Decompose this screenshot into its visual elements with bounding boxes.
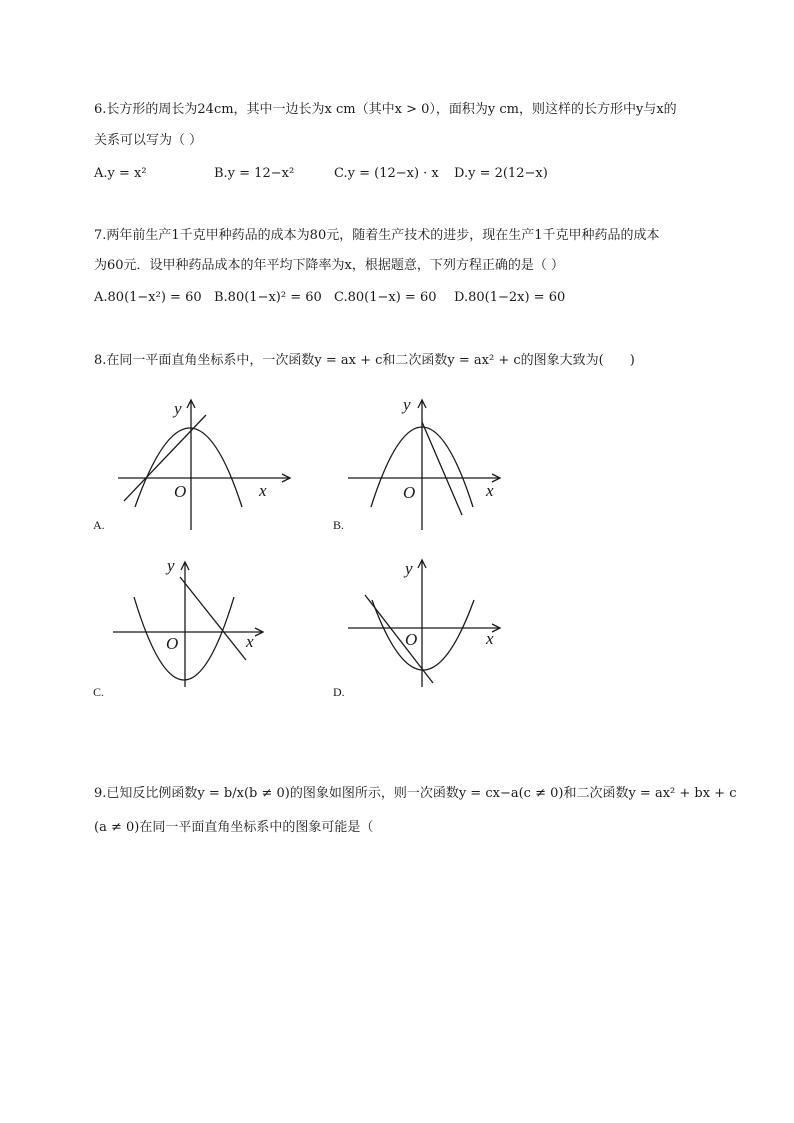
graph-c-label: C. — [93, 685, 105, 699]
graph-b-line — [422, 422, 462, 515]
graph-a-origin-label: O — [174, 482, 187, 501]
graph-d-origin-label: O — [405, 630, 418, 649]
q7-stem-line1: 7.两年前生产1千克甲种药品的成本为80元，随着生产技术的进步，现在生产1千克甲种药品的成本 — [94, 228, 660, 243]
q6-option-a: A.y = x² — [94, 166, 147, 181]
graph-d-x-label: x — [486, 629, 494, 648]
q7-option-d: D.80(1−2x) = 60 — [454, 290, 566, 305]
graph-c-line — [180, 577, 246, 660]
graph-a — [110, 395, 290, 535]
graph-d — [345, 555, 505, 695]
q6-option-d: D.y = 2(12−x) — [454, 166, 548, 181]
q6-option-b: B.y = 12−x² — [214, 166, 295, 181]
graph-d-label: D. — [333, 685, 345, 699]
graph-a-parabola — [135, 428, 242, 507]
q7-option-b: B.80(1−x)² = 60 — [214, 290, 322, 305]
graph-c-origin-label: O — [166, 634, 179, 653]
q6-stem-line1: 6.长方形的周长为24cm，其中一边长为x cm（其中x > 0），面积为y cm，则这样的长方形中y与x的 — [94, 102, 677, 117]
graph-b-origin-label: O — [403, 483, 416, 502]
q7-option-c: C.80(1−x) = 60 — [334, 290, 437, 305]
graph-c — [110, 555, 270, 695]
graph-b-x-label: x — [486, 481, 494, 500]
q9-stem-line2: (a ≠ 0)在同一平面直角坐标系中的图象可能是（ — [94, 820, 374, 835]
graph-a-line — [124, 415, 206, 501]
q7-stem-line2: 为60元．设甲种药品成本的年平均下降率为x，根据题意，下列方程正确的是（ ） — [94, 258, 565, 273]
graph-c-parabola — [134, 597, 234, 680]
graph-c-x-label: x — [246, 632, 254, 651]
q6-option-c: C.y = (12−x) · x — [334, 166, 439, 181]
graph-a-x-label: x — [259, 481, 267, 500]
graph-c-y-label: y — [167, 556, 175, 575]
graph-a-label: A. — [93, 518, 105, 532]
q8-stem: 8.在同一平面直角坐标系中，一次函数y = ax + c和二次函数y = ax² + c的图象大致为( ) — [94, 353, 635, 368]
graph-b — [345, 395, 505, 535]
graph-a-y-label: y — [174, 399, 182, 418]
q6-stem-line2: 关系可以写为（ ） — [94, 133, 203, 148]
graph-b-y-label: y — [403, 395, 411, 414]
graph-d-line — [365, 595, 433, 683]
graph-d-y-label: y — [405, 559, 413, 578]
graph-b-label: B. — [333, 518, 345, 532]
graph-d-parabola — [372, 600, 474, 670]
q7-option-a: A.80(1−x²) = 60 — [94, 290, 202, 305]
q9-stem-line1: 9.已知反比例函数y = b/x(b ≠ 0)的图象如图所示，则一次函数y = cx−a(c ≠ 0)和二次函数y = ax² + bx + c — [94, 786, 737, 801]
